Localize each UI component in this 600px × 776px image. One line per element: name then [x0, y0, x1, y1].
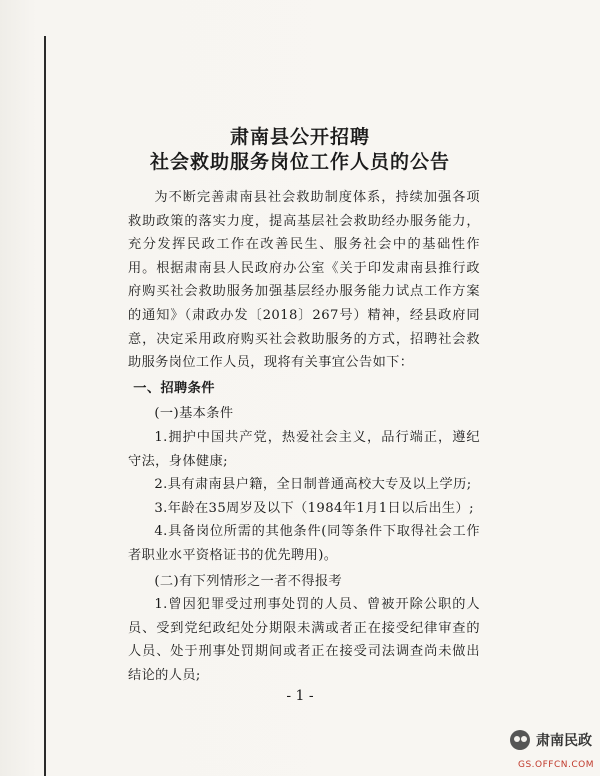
watermark	[510, 730, 592, 750]
document-body	[128, 186, 480, 687]
title-line-1: 肃南县公开招聘	[229, 126, 370, 148]
exclusion-item: 1.曾因犯罪受过刑事处罚的人员、曾被开除公职的人员、受到党纪政纪处分期限未满或者正在接受纪律审查的人员、处于刑事处罚期间或者正在接受司法调查尚未做出结论的人员;	[128, 597, 480, 683]
wechat-icon	[510, 730, 530, 750]
condition-item: 1.拥护中国共产党，热爱社会主义，品行端正，遵纪守法，身体健康;	[128, 429, 480, 469]
watermark-site: GS.OFFCN.COM	[518, 760, 594, 770]
section-heading-recruitment-conditions: 一、招聘条件	[133, 380, 215, 396]
condition-item: 3.年龄在35周岁及以下（1984年1月1日以后出生）;	[154, 500, 474, 516]
title-line-2: 社会救助服务岗位工作人员的公告	[149, 151, 450, 173]
page-number: - 1 -	[286, 688, 314, 704]
condition-item: 4.具备岗位所需的其他条件(同等条件下取得社会工作者职业水平资格证书的优先聘用)。	[128, 524, 480, 563]
condition-item: 2.具有肃南县户籍，全日制普通高校大专及以上学历;	[154, 477, 472, 493]
watermark-label: 肃南民政	[536, 733, 592, 749]
subsection-heading-basic-conditions: (一)基本条件	[154, 406, 234, 422]
intro-paragraph: 为不断完善肃南县社会救助制度体系，持续加强各项救助政策的落实力度，提高基层社会救助经办服务能力，充分发挥民政工作在改善民生、服务社会中的基础性作用。根据肃南县人民政府办公室《关于印发肃南县推行政府购买社会救助服务加强基层经办服务能力试点工作方案的通知》（肃政办发〔2018〕267号）精神，经县政府同意，决定采用政府购买社会救助服务的方式，招聘社会救助服务岗位工作人员，现将有关事宜公告如下：	[128, 190, 480, 371]
subsection-heading-exclusions: (二)有下列情形之一者不得报考	[154, 573, 343, 589]
